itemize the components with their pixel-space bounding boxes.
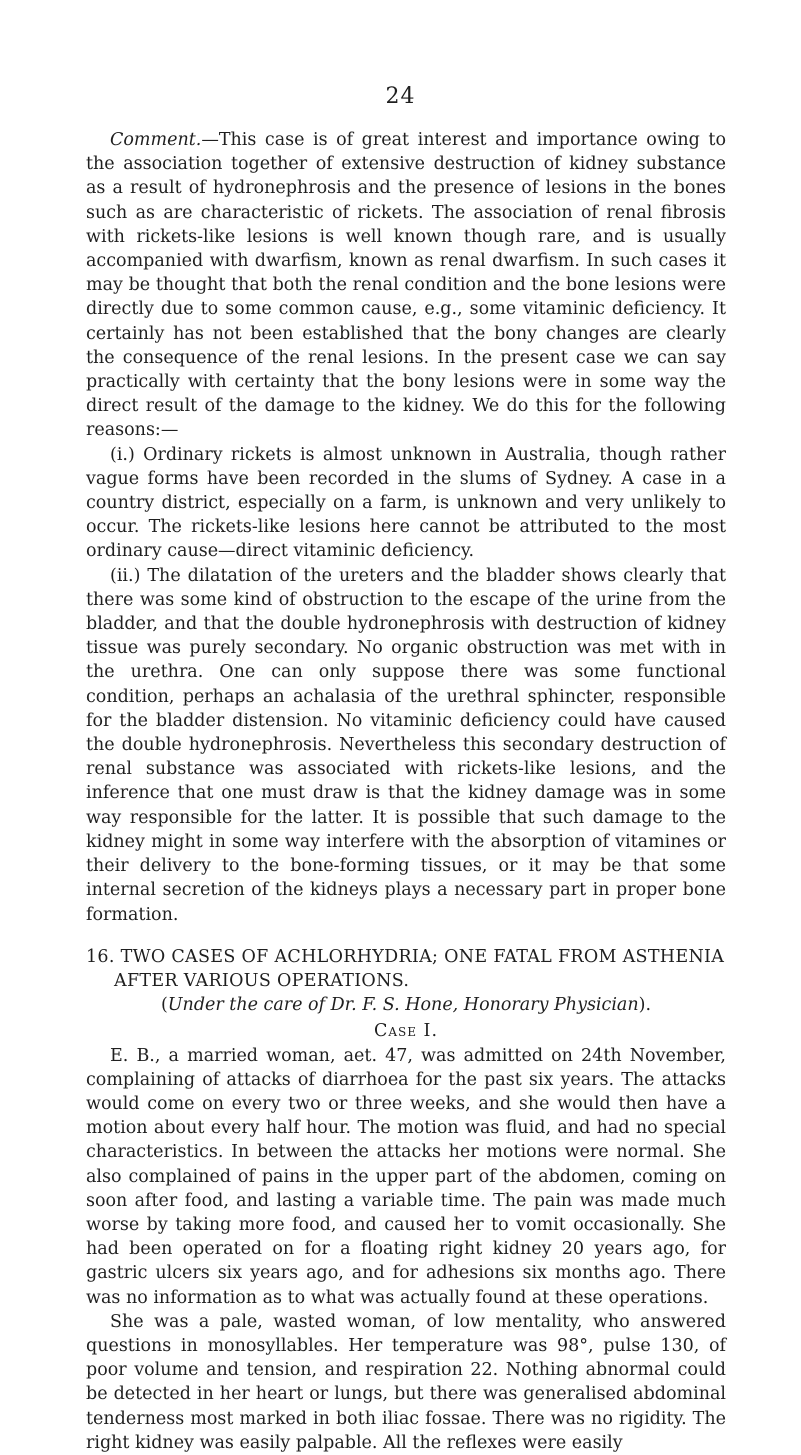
comment-text: —This case is of great interest and importance owing to the association together of extensive destruction of kidney substance as a result of hydronephrosis and the presence of lesions in the bones such as are characteristic of rickets. The association of renal fibrosis with rickets-like lesions is well known though rare, and is usually accompanied with dwarfism, known as renal dwarfism. In such cases it may be thought that both the renal condition and the bone lesions were directly due to some common cause, e.g., some vitaminic deficiency. It certainly has not been established that the bony changes are clearly the consequence of the renal lesions. In the present case we can say practically with certainty that the bony lesions were in some way the direct result of the damage to the kidney. We do this for the following reasons:— bbox=[86, 130, 726, 441]
section-heading: 16. TWO CASES OF ACHLORHYDRIA; ONE FATAL FROM ASTHENIA AFTER VARIOUS OPERATIONS. bbox=[86, 946, 725, 991]
byline-close: ). bbox=[638, 995, 652, 1016]
byline-open: ( bbox=[160, 995, 168, 1016]
comment-label: Comment. bbox=[110, 130, 202, 150]
reason-paragraph-1: (i.) Ordinary rickets is almost unknown in Australia, though rather vague forms have been recorded in the slums of Sydney. A case in a country district, especially on a farm, is unknown and very unlikely to occur. The rickets-like lesions here cannot be attributed to the most ordinary cause—direct vitaminic deficiency. bbox=[86, 444, 726, 562]
page-number: 24 bbox=[385, 84, 416, 109]
case-label: Case I. bbox=[373, 1021, 439, 1042]
case-paragraph-2: She was a pale, wasted woman, of low mentality, who answered questions in monosyllables. Her temperature was 98°, pulse 130, of poor volume and tension, and respiration 22. Nothing abnormal could be detected in her heart or lungs, but there was generalised abdominal tenderness most marked in both iliac fossae. There was no rigidity. The right kidney was easily palpable. All the reflexes were easily bbox=[86, 1311, 726, 1453]
reason-paragraph-2: (ii.) The dilatation of the ureters and the bladder shows clearly that there was some kind of obstruction to the escape of the urine from the bladder, and that the double hydronephrosis with destruction of kidney tissue was purely secondary. No organic obstruction was met with in the urethra. One can only suppose there was some functional condition, perhaps an achalasia of the urethral sphincter, responsible for the bladder distension. No vitaminic deficiency could have caused the double hydronephrosis. Nevertheless this secondary destruction of renal substance was associated with rickets-like lesions, and the inference that one must draw is that the kidney damage was in some way responsible for the latter. It is possible that such damage to the kidney might in some way interfere with the absorption of vitamines or their delivery to the bone-forming tissues, or it may be that some internal secretion of the kidneys plays a necessary part in proper bone formation. bbox=[86, 565, 726, 925]
case-paragraph-1: E. B., a married woman, aet. 47, was admitted on 24th November, complaining of attacks of diarrhoea for the past six years. The attacks would come on every two or three weeks, and she would then have a motion about every half hour. The motion was fluid, and had no special characteristics. In between the attacks her motions were normal. She also complained of pains in the upper part of the abdomen, coming on soon after food, and lasting a variable time. The pain was made much worse by taking more food, and caused her to vomit occasionally. She had been operated on for a floating right kidney 20 years ago, for gastric ulcers six years ago, and for adhesions six months ago. There was no information as to what was actually found at these operations. bbox=[86, 1045, 726, 1308]
byline-text: Under the care of Dr. F. S. Hone, Honorary Physician bbox=[167, 995, 639, 1016]
byline bbox=[86, 993, 726, 1017]
body-text bbox=[86, 128, 726, 1455]
comment-paragraph bbox=[86, 128, 726, 443]
